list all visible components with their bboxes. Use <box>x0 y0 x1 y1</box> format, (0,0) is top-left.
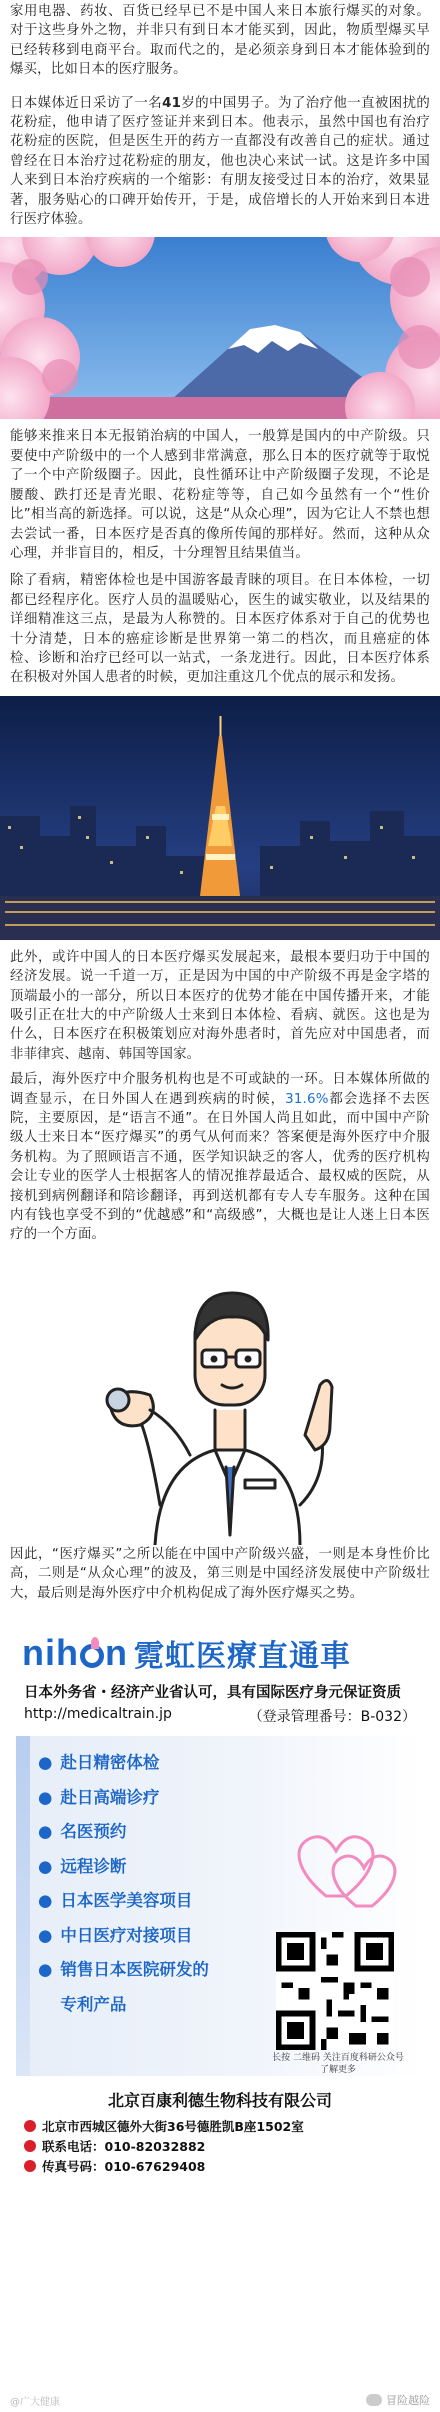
paragraph-5: 此外，或许中国人的日本医疗爆买发展起来，最根本要归功于中国的经济发展。说一千道一万，正是因为中国的中产阶级不再是金字塔的顶端最小的一部分，所以日本医疗的优势才能在中国传播开来，才能吸引正在壮大的中产阶级人士来到日本体检、看病、就医。这也是为什么，日本医疗在积极策划应对海外患者时，首先应对中国患者，而非菲律宾、越南、韩国等国家。 <box>10 949 430 1062</box>
service-item: ● 销售日本医院研发的 <box>38 1960 209 1980</box>
service-item: ● 日本医学美容项目 <box>38 1891 193 1911</box>
age-figure: 41 <box>162 95 182 111</box>
paragraph-6a: 最后，海外医疗中介服务机构也是不可或缺的一环。日本媒体所做的调查显示，在日外国人在遇到疾病的时候， <box>10 1072 430 1107</box>
service-item: ● 赴日精密体检 <box>38 1753 160 1773</box>
address-line: 北京市西城区德外大街36号德胜凯B座1502室 <box>24 2117 416 2137</box>
paragraph-6 <box>0 1070 440 1245</box>
paragraph-2a: 日本媒体近日采访了一名 <box>10 95 163 111</box>
service-item: ● 远程诊断 <box>38 1856 127 1876</box>
doctor-illustration <box>0 1245 440 1545</box>
ad-footer <box>10 2076 430 2177</box>
ad-url[interactable]: http://medicaltrain.jp <box>24 1706 172 1723</box>
phone-line: 联系电话：010-82032882 <box>24 2137 416 2157</box>
service-item: ● 名医预约 <box>38 1822 127 1842</box>
services-list <box>38 1746 209 2022</box>
qr-caption: 长按 二维码 关注百度科研公众号 了解更多 <box>272 2053 404 2076</box>
footer-watermarks <box>0 2390 440 2412</box>
paragraph-1: 家用电器、药妆、百货已经早已不是中国人来日本旅行爆买的对象。对于这些身外之物，并非只有到日本才能买到，因此，物质型爆买早已经转移到电商平台。取而代之的，是必须亲身到日本才能体验到的爆买，比如日本的医疗服务。 <box>10 4 430 78</box>
watermark-right: 冒险越险 <box>366 2392 430 2408</box>
reg-number: （登录管理番号：B-032） <box>248 1709 416 1726</box>
phone-icon <box>24 2140 36 2152</box>
license-line: 日本外务省・经济产业省认可，具有国际医疗身元保证资质 <box>24 1685 401 1702</box>
service-item: ● 中日医疗对接项目 <box>38 1925 193 1945</box>
paragraph-2 <box>0 94 440 230</box>
tokyo-tower-night-photo <box>0 696 440 940</box>
company-name: 北京百康利德生物科技有限公司 <box>107 2091 332 2111</box>
percent-figure: 31.6% <box>285 1091 329 1107</box>
fuji-sakura-photo <box>0 237 440 419</box>
paragraph-4: 除了看病，精密体检也是中国游客最青睐的项目。在日本体检，一切都已经程序化。医疗人员的温暖贴心，医生的诚实敬业，以及结果的详细精准这三点，是最为人称赞的。日本医疗体系对于自己的优势也十分清楚，日本的癌症诊断是世界第一第二的档次，而且癌症的体检、诊断和治疗已经可以一站式，一条龙进行。因此，日本医疗体系在积极对外国人患者的时候，更加注重这几个优点的展示和发扬。 <box>10 573 430 686</box>
paragraph-7: 因此，“医疗爆买”之所以能在中国中产阶级兴盛，一则是本身性价比高，二则是“从众心理”的波及，第三则是中国经济发展使中产阶级壮大，最后则是海外医疗中介机构促成了海外医疗爆买之势。 <box>10 1546 430 1601</box>
ad-banner[interactable] <box>10 1623 430 2175</box>
paragraph-6c: 都会选择不去医院，主要原因，是“语言不通”。在日外国人尚且如此，而中国中产阶级人士来日本“医疗爆买”的勇气从何而来？答案便是海外医疗中介服务机构。为了照顾语言不通，医学知识缺乏的客人，优秀的医疗机构会让专业的医学人士根据客人的情况推荐最适合、最权威的医院，从接机到病例翻译和陪诊翻译，再到送机都有专人专车服务。这种在国内有钱也享受不到的“优越感”和“高级感”，大概也是让人迷上日本医疗的一个方面。 <box>10 1091 430 1243</box>
brand-name: 霓虹医療直通車 <box>133 1639 351 1675</box>
fax-line: 传真号码：010-67629408 <box>24 2157 416 2177</box>
ad-header <box>10 1623 430 1675</box>
qr-code-icon[interactable] <box>276 1932 394 2050</box>
nihon-logo: nih n <box>22 1632 128 1674</box>
location-icon <box>24 2120 36 2132</box>
paragraph-2c: 岁的中国男子。为了治疗他一直被困扰的花粉症，他申请了医疗签证并来到日本。他表示，虽然中国也有治疗花粉症的医院，但是医生开的药方一直都没有改善自己的症状。通过曾经在日本治疗过花粉症的朋友，他也决心来试一试。这是许多中国人来到日本治疗疾病的一个缩影：有朋友接受过日本的治疗，效果显著，服务贴心的口碑开始传开，于是，成倍增长的人开始来到日本进行医疗体验。 <box>10 95 430 228</box>
url-line <box>10 1702 430 1726</box>
watermark-left: @广大健康 <box>10 2397 60 2408</box>
paragraph-3: 能够来推来日本无报销治病的中国人，一般算是国内的中产阶级。只要使中产阶级中的一个人感到非常满意，那么日本的医疗就等于取悦了一个中产阶级圈子。因此，良性循环让中产阶级圈子发现，不论是腰酸、跌打还是青光眼、花粉症等等，自己如今虽然有一个“性价比”相当高的新选择。可以说，这是“从众心理”，因为它让人不禁也想去尝试一番，日本医疗是否真的像所传闻的那样好。然而，这种从众心理，并非盲目的，相反，十分理智且结果值当。 <box>10 429 430 561</box>
fax-icon <box>24 2160 36 2172</box>
service-item: 专利产品 <box>60 1994 127 2014</box>
hearts-icon <box>286 1816 416 1916</box>
service-item: ● 赴日高端诊疗 <box>38 1787 160 1807</box>
services-panel <box>16 1736 424 2076</box>
logo-o-icon <box>80 1644 104 1668</box>
wechat-icon <box>366 2394 382 2406</box>
